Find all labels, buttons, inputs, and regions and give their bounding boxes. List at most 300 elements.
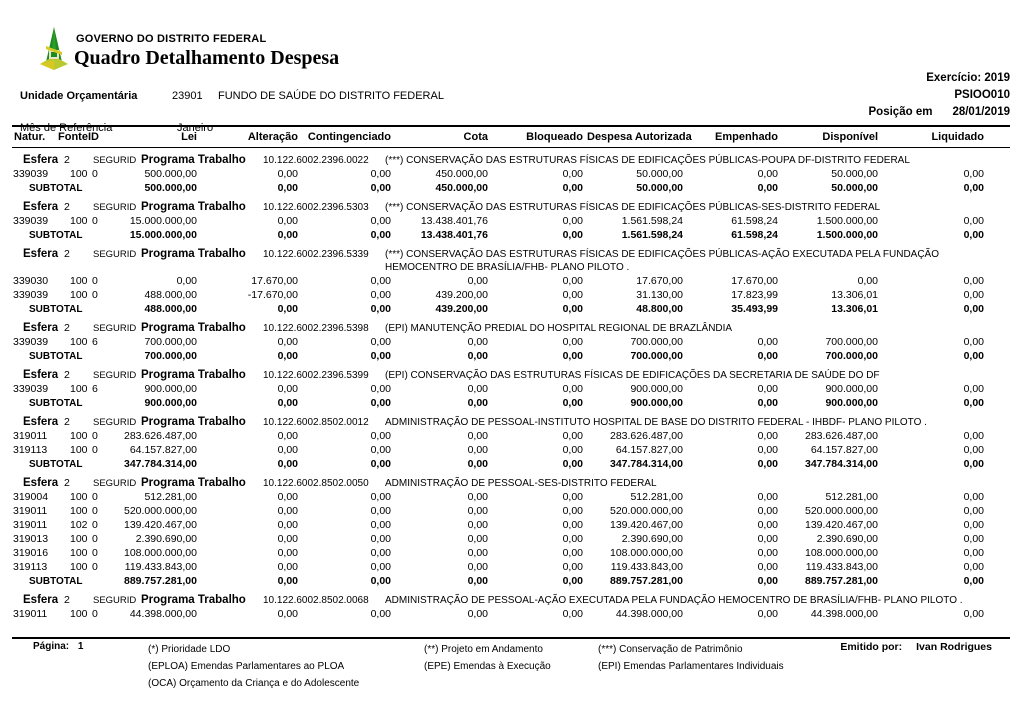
esfera-label: Esfera: [23, 154, 59, 166]
col-header-dispon-vel: Disponível: [782, 126, 882, 148]
cell-value: 900.000,00: [630, 396, 683, 409]
esfera-type: SEGURID: [93, 595, 137, 606]
programa-trabalho-desc: (***) CONSERVAÇÃO DAS ESTRUTURAS FÍSICAS DE EDIFICAÇÕES PÚBLICAS-AÇÃO EXECUTADA PELA FUNDAÇÃO HEMOCENTRO DE BRASÍLIA/FHB- PLANO PILOTO .: [385, 249, 940, 273]
cell-value: 0,00: [277, 560, 298, 573]
cell-value: 108.000.000,00: [124, 546, 197, 559]
page-number: [33, 641, 83, 652]
cell-value: 0,00: [277, 302, 298, 315]
cell-value: 439.200,00: [435, 302, 488, 315]
cell-idcol: 0: [92, 288, 98, 301]
cell-value: 44.398.000,00: [129, 607, 197, 620]
cell-value: 0,00: [963, 302, 984, 315]
col-header-lei: Lei: [116, 126, 201, 148]
cell-value: 139.420.467,00: [610, 518, 683, 531]
cell-value: 1.500.000,00: [816, 214, 878, 227]
unidade-orcamentaria-line: [20, 90, 620, 105]
unidade-label: Unidade Orçamentária: [20, 90, 138, 102]
cell-idcol: 0: [92, 490, 98, 503]
cell-idcol: 0: [92, 532, 98, 545]
esfera-type: SEGURID: [93, 478, 137, 489]
cell-value: 0,00: [963, 382, 984, 395]
programa-trabalho-code: 10.122.6002.8502.0068: [263, 595, 369, 606]
programa-trabalho-code: 10.122.6002.2396.5399: [263, 370, 369, 381]
cell-value: 0,00: [277, 457, 298, 470]
cell-value: 0,00: [562, 532, 583, 545]
esfera-value: 2: [64, 322, 70, 334]
cell-value: 0,00: [467, 429, 488, 442]
cell-value: 500.000,00: [144, 167, 197, 180]
cell-value: 0,00: [857, 274, 878, 287]
cell-value: 139.420.467,00: [124, 518, 197, 531]
cell-value: 283.626.487,00: [124, 429, 197, 442]
cell-value: 0,00: [370, 288, 391, 301]
cell-value: 0,00: [467, 607, 488, 620]
cell-value: 0,00: [277, 396, 298, 409]
cell-value: 0,00: [370, 349, 391, 362]
cell-value: 0,00: [757, 335, 778, 348]
cell-value: 108.000.000,00: [805, 546, 878, 559]
cell-value: 900.000,00: [825, 382, 878, 395]
cell-value: 0,00: [562, 490, 583, 503]
esfera-row: [12, 195, 1010, 214]
cell-value: 0,00: [562, 335, 583, 348]
cell-value: 0,00: [963, 607, 984, 620]
subtotal-label: SUBTOTAL: [29, 182, 83, 194]
unidade-code: 23901: [172, 90, 203, 102]
cell-natur: 339039: [13, 335, 49, 348]
legend-line: (***) Conservação de Patrimônio: [598, 644, 743, 655]
cell-value: 0,00: [370, 546, 391, 559]
programa-trabalho-label: Programa Trabalho: [141, 369, 246, 381]
cell-value: 0,00: [757, 429, 778, 442]
cell-value: 700.000,00: [825, 349, 878, 362]
cell-fonte: 100: [70, 504, 88, 517]
cell-value: 119.433.843,00: [805, 560, 878, 573]
cell-value: 900.000,00: [825, 396, 878, 409]
table-row: [12, 532, 1010, 546]
cell-value: 0,00: [370, 167, 391, 180]
cell-value: 0,00: [963, 532, 984, 545]
cell-idcol: 0: [92, 274, 98, 287]
cell-value: 0,00: [277, 574, 298, 587]
cell-value: 0,00: [562, 396, 583, 409]
cell-value: 0,00: [963, 396, 984, 409]
table-row: [12, 518, 1010, 532]
esfera-value: 2: [64, 369, 70, 381]
cell-value: 347.784.314,00: [124, 457, 197, 470]
cell-value: 0,00: [963, 429, 984, 442]
cell-value: 61.598,24: [731, 214, 778, 227]
cell-value: 347.784.314,00: [805, 457, 878, 470]
cell-idcol: 0: [92, 560, 98, 573]
cell-value: 0,00: [277, 518, 298, 531]
esfera-row: [12, 410, 1010, 429]
cell-fonte: 100: [70, 560, 88, 573]
cell-value: 0,00: [277, 546, 298, 559]
cell-idcol: 0: [92, 214, 98, 227]
cell-value: 0,00: [963, 518, 984, 531]
esfera-row: [12, 242, 1010, 274]
cell-fonte: 102: [70, 518, 88, 531]
emitido-value: Ivan Rodrigues: [916, 641, 992, 653]
report-meta: [869, 70, 1010, 121]
table-row: [12, 429, 1010, 443]
qdd-table-wrap: [12, 125, 1010, 635]
cell-value: 0,00: [370, 429, 391, 442]
legend-line: (EPLOA) Emendas Parlamentares ao PLOA: [148, 661, 345, 672]
cell-value: 0,00: [562, 560, 583, 573]
cell-value: 0,00: [370, 228, 391, 241]
cell-value: 17.823,99: [731, 288, 778, 301]
cell-value: 0,00: [277, 607, 298, 620]
subtotal-label: SUBTOTAL: [29, 350, 83, 362]
cell-value: 13.306,01: [831, 302, 878, 315]
cell-natur: 339039: [13, 167, 49, 180]
cell-natur: 319016: [13, 546, 49, 559]
cell-value: 0,00: [562, 302, 583, 315]
cell-value: 0,00: [562, 574, 583, 587]
subtotal-row: [12, 396, 1010, 410]
col-header-cota: Cota: [395, 126, 492, 148]
cell-fonte: 100: [70, 382, 88, 395]
cell-value: 900.000,00: [144, 396, 197, 409]
cell-value: 0,00: [562, 288, 583, 301]
cell-value: 0,00: [757, 518, 778, 531]
cell-value: 0,00: [370, 607, 391, 620]
cell-natur: 319013: [13, 532, 49, 545]
cell-natur: 339039: [13, 214, 49, 227]
org-name: GOVERNO DO DISTRITO FEDERAL: [76, 33, 267, 45]
cell-value: 50.000,00: [636, 167, 683, 180]
cell-fonte: 100: [70, 532, 88, 545]
cell-value: 0,00: [963, 504, 984, 517]
cell-value: 889.757.281,00: [124, 574, 197, 587]
cell-value: 1.561.598,24: [621, 214, 683, 227]
cell-value: 0,00: [370, 504, 391, 517]
cell-value: 0,00: [370, 490, 391, 503]
programa-trabalho-desc: (***) CONSERVAÇÃO DAS ESTRUTURAS FÍSICAS DE EDIFICAÇÕES PÚBLICAS-SES-DISTRITO FEDERAL: [385, 202, 881, 213]
subtotal-label: SUBTOTAL: [29, 458, 83, 470]
cell-value: 0,00: [467, 560, 488, 573]
col-header-fonte: Fonte: [58, 126, 88, 148]
table-row: [12, 335, 1010, 349]
cell-value: 0,00: [370, 574, 391, 587]
esfera-label: Esfera: [23, 322, 59, 334]
cell-value: 0,00: [963, 228, 984, 241]
programa-trabalho-code: 10.122.6002.2396.5339: [263, 249, 369, 260]
cell-value: 0,00: [467, 546, 488, 559]
emitido-label: Emitido por:: [840, 641, 903, 653]
programa-trabalho-label: Programa Trabalho: [141, 416, 246, 428]
programa-trabalho-label: Programa Trabalho: [141, 201, 246, 213]
cell-value: 0,00: [370, 532, 391, 545]
posicao-date: 28/01/2019: [952, 106, 1010, 118]
cell-fonte: 100: [70, 546, 88, 559]
cell-fonte: 100: [70, 429, 88, 442]
cell-value: 0,00: [963, 214, 984, 227]
legend-line: (**) Projeto em Andamento: [424, 644, 543, 655]
table-row: [12, 607, 1010, 621]
cell-value: 0,00: [562, 274, 583, 287]
subtotal-label: SUBTOTAL: [29, 575, 83, 587]
posicao-label: Posição em: [868, 106, 933, 118]
programa-trabalho-desc: (EPI) MANUTENÇÃO PREDIAL DO HOSPITAL REGIONAL DE BRAZLÂNDIA: [385, 323, 733, 334]
cell-value: 2.390.690,00: [621, 532, 683, 545]
cell-value: 1.500.000,00: [816, 228, 878, 241]
programa-trabalho-label: Programa Trabalho: [141, 154, 246, 166]
cell-value: 0,00: [467, 274, 488, 287]
cell-idcol: 6: [92, 382, 98, 395]
cell-value: 0,00: [757, 443, 778, 456]
cell-fonte: 100: [70, 288, 88, 301]
programa-trabalho-label: Programa Trabalho: [141, 248, 246, 260]
cell-value: 0,00: [370, 443, 391, 456]
report-footer: [0, 641, 1024, 701]
esfera-label: Esfera: [23, 201, 59, 213]
cell-value: 439.200,00: [435, 288, 488, 301]
esfera-value: 2: [64, 594, 70, 606]
cell-value: 0,00: [757, 504, 778, 517]
cell-value: 61.598,24: [731, 228, 778, 241]
esfera-type: SEGURID: [93, 202, 137, 213]
cell-value: 0,00: [277, 181, 298, 194]
cell-value: 512.281,00: [144, 490, 197, 503]
legend-line: (*) Prioridade LDO: [148, 644, 231, 655]
cell-idcol: 0: [92, 607, 98, 620]
subtotal-row: [12, 457, 1010, 471]
esfera-type: SEGURID: [93, 155, 137, 166]
cell-value: 35.493,99: [731, 302, 778, 315]
cell-value: 0,00: [963, 574, 984, 587]
cell-value: 0,00: [562, 167, 583, 180]
exercicio: Exercício: 2019: [926, 72, 1010, 84]
cell-value: 13.306,01: [831, 288, 878, 301]
cell-value: 44.398.000,00: [810, 607, 878, 620]
table-header-row: [12, 126, 1010, 148]
cell-value: 139.420.467,00: [805, 518, 878, 531]
esfera-row: [12, 316, 1010, 335]
cell-value: 0,00: [467, 504, 488, 517]
cell-value: 0,00: [562, 429, 583, 442]
cell-value: 119.433.843,00: [124, 560, 197, 573]
cell-value: 0,00: [467, 382, 488, 395]
table-row: [12, 546, 1010, 560]
esfera-row: [12, 363, 1010, 382]
cell-value: 512.281,00: [825, 490, 878, 503]
table-row: [12, 443, 1010, 457]
cell-value: 0,00: [562, 504, 583, 517]
cell-value: 450.000,00: [435, 167, 488, 180]
esfera-label: Esfera: [23, 416, 59, 428]
pagina-value: 1: [77, 641, 84, 652]
esfera-value: 2: [64, 477, 70, 489]
cell-value: 0,00: [562, 518, 583, 531]
cell-value: 0,00: [963, 349, 984, 362]
programa-trabalho-code: 10.122.6002.8502.0012: [263, 417, 369, 428]
programa-trabalho-desc: ADMINISTRAÇÃO DE PESSOAL-AÇÃO EXECUTADA PELA FUNDAÇÃO HEMOCENTRO DE BRASÍLIA/FHB- PLANO PILOTO .: [385, 595, 963, 606]
cell-value: 0,00: [467, 396, 488, 409]
cell-value: 700.000,00: [630, 349, 683, 362]
cell-idcol: 0: [92, 518, 98, 531]
report-code: PSIOO010: [954, 89, 1010, 101]
cell-value: 347.784.314,00: [610, 457, 683, 470]
cell-value: 700.000,00: [825, 335, 878, 348]
cell-natur: 339039: [13, 382, 49, 395]
cell-natur: 319011: [13, 504, 48, 517]
cell-value: 0,00: [370, 181, 391, 194]
cell-value: 0,00: [963, 457, 984, 470]
cell-value: 0,00: [562, 181, 583, 194]
esfera-label: Esfera: [23, 477, 59, 489]
gdf-logo-icon: [37, 26, 71, 73]
legend-column-3: [598, 641, 784, 675]
cell-value: 500.000,00: [144, 181, 197, 194]
cell-value: 700.000,00: [144, 349, 197, 362]
cell-value: 900.000,00: [630, 382, 683, 395]
cell-value: 0,00: [757, 607, 778, 620]
table-row: [12, 490, 1010, 504]
col-header-liquidado: Liquidado: [882, 126, 1010, 148]
qdd-table: [12, 125, 1010, 621]
cell-natur: 319004: [13, 490, 49, 503]
cell-natur: 339030: [13, 274, 49, 287]
cell-value: 108.000.000,00: [610, 546, 683, 559]
cell-value: 700.000,00: [144, 335, 197, 348]
esfera-label: Esfera: [23, 594, 59, 606]
cell-value: 13.438.401,76: [420, 214, 488, 227]
cell-value: 488.000,00: [144, 288, 197, 301]
emitido-por: [840, 641, 992, 653]
col-header-empenhado: Empenhado: [687, 126, 782, 148]
cell-value: 520.000.000,00: [124, 504, 197, 517]
cell-value: 0,00: [277, 382, 298, 395]
programa-trabalho-code: 10.122.6002.8502.0050: [263, 478, 369, 489]
table-row: [12, 214, 1010, 228]
cell-idcol: 6: [92, 335, 98, 348]
cell-value: 700.000,00: [630, 335, 683, 348]
cell-value: 0,00: [467, 349, 488, 362]
page-title: Quadro Detalhamento Despesa: [74, 47, 340, 69]
subtotal-row: [12, 302, 1010, 316]
cell-idcol: 0: [92, 504, 98, 517]
programa-trabalho-desc: (EPI) CONSERVAÇÃO DAS ESTRUTURAS FÍSICAS DE EDIFICAÇÕES DA SECRETARIA DE SAÚDE DO DF: [385, 370, 880, 381]
programa-trabalho-code: 10.122.6002.2396.5303: [263, 202, 369, 213]
cell-value: 0,00: [963, 546, 984, 559]
cell-idcol: 0: [92, 167, 98, 180]
cell-value: 0,00: [277, 443, 298, 456]
cell-fonte: 100: [70, 274, 88, 287]
esfera-type: SEGURID: [93, 323, 137, 334]
cell-value: 0,00: [757, 490, 778, 503]
subtotal-row: [12, 181, 1010, 195]
pagina-label: Página:: [33, 641, 70, 652]
subtotal-row: [12, 228, 1010, 242]
cell-value: -17.670,00: [247, 288, 298, 301]
cell-value: 0,00: [757, 181, 778, 194]
legend-column-1: [148, 641, 359, 692]
cell-value: 0,00: [277, 349, 298, 362]
cell-value: 0,00: [467, 518, 488, 531]
cell-value: 0,00: [277, 228, 298, 241]
cell-value: 17.670,00: [251, 274, 298, 287]
esfera-value: 2: [64, 248, 70, 260]
programa-trabalho-code: 10.122.6002.2396.0022: [263, 155, 369, 166]
cell-value: 2.390.690,00: [816, 532, 878, 545]
cell-fonte: 100: [70, 335, 88, 348]
cell-value: 283.626.487,00: [805, 429, 878, 442]
cell-value: 0,00: [467, 574, 488, 587]
cell-value: 64.157.827,00: [615, 443, 683, 456]
mes-label: Mês de Referência: [20, 122, 113, 134]
cell-natur: 319011: [13, 607, 48, 620]
legend-line: (OCA) Orçamento da Criança e do Adolescente: [148, 678, 360, 689]
subtotal-row: [12, 349, 1010, 363]
table-row: [12, 274, 1010, 288]
cell-natur: 319113: [13, 443, 48, 456]
cell-value: 0,00: [370, 396, 391, 409]
cell-value: 2.390.690,00: [135, 532, 197, 545]
cell-value: 0,00: [277, 504, 298, 517]
programa-trabalho-label: Programa Trabalho: [141, 322, 246, 334]
cell-value: 0,00: [757, 574, 778, 587]
cell-value: 0,00: [757, 560, 778, 573]
col-header-natur-: Natur.: [12, 126, 58, 148]
cell-value: 889.757.281,00: [610, 574, 683, 587]
cell-fonte: 100: [70, 167, 88, 180]
cell-natur: 319113: [13, 560, 48, 573]
cell-value: 520.000.000,00: [610, 504, 683, 517]
esfera-type: SEGURID: [93, 417, 137, 428]
cell-value: 15.000.000,00: [129, 214, 197, 227]
cell-value: 0,00: [277, 167, 298, 180]
cell-fonte: 100: [70, 214, 88, 227]
cell-value: 0,00: [963, 181, 984, 194]
cell-value: 0,00: [370, 335, 391, 348]
cell-value: 17.670,00: [731, 274, 778, 287]
cell-value: 450.000,00: [435, 181, 488, 194]
programa-trabalho-label: Programa Trabalho: [141, 594, 246, 606]
esfera-row: [12, 588, 1010, 607]
cell-value: 0,00: [963, 490, 984, 503]
col-header-despesa-autorizada: Despesa Autorizada: [587, 126, 687, 148]
cell-value: 0,00: [963, 274, 984, 287]
cell-value: 0,00: [757, 349, 778, 362]
cell-value: 520.000.000,00: [805, 504, 878, 517]
cell-natur: 319011: [13, 429, 48, 442]
programa-trabalho-desc: (***) CONSERVAÇÃO DAS ESTRUTURAS FÍSICAS DE EDIFICAÇÕES PÚBLICAS-POUPA DF-DISTRITO FEDERAL: [385, 155, 910, 166]
legend-line: (EPE) Emendas à Execução: [424, 661, 551, 672]
cell-value: 0,00: [467, 532, 488, 545]
cell-value: 0,00: [277, 429, 298, 442]
cell-value: 0,00: [757, 396, 778, 409]
cell-value: 0,00: [963, 560, 984, 573]
cell-idcol: 0: [92, 429, 98, 442]
cell-value: 0,00: [467, 457, 488, 470]
cell-fonte: 100: [70, 490, 88, 503]
table-row: [12, 382, 1010, 396]
cell-value: 0,00: [562, 607, 583, 620]
unidade-name: FUNDO DE SAÚDE DO DISTRITO FEDERAL: [218, 90, 444, 102]
cell-value: 0,00: [370, 214, 391, 227]
table-row: [12, 504, 1010, 518]
esfera-row: [12, 471, 1010, 490]
cell-value: 15.000.000,00: [129, 228, 197, 241]
table-row: [12, 560, 1010, 574]
programa-trabalho-code: 10.122.6002.2396.5398: [263, 323, 369, 334]
cell-value: 64.157.827,00: [129, 443, 197, 456]
cell-value: 900.000,00: [144, 382, 197, 395]
col-header-bloqueado: Bloqueado: [492, 126, 587, 148]
